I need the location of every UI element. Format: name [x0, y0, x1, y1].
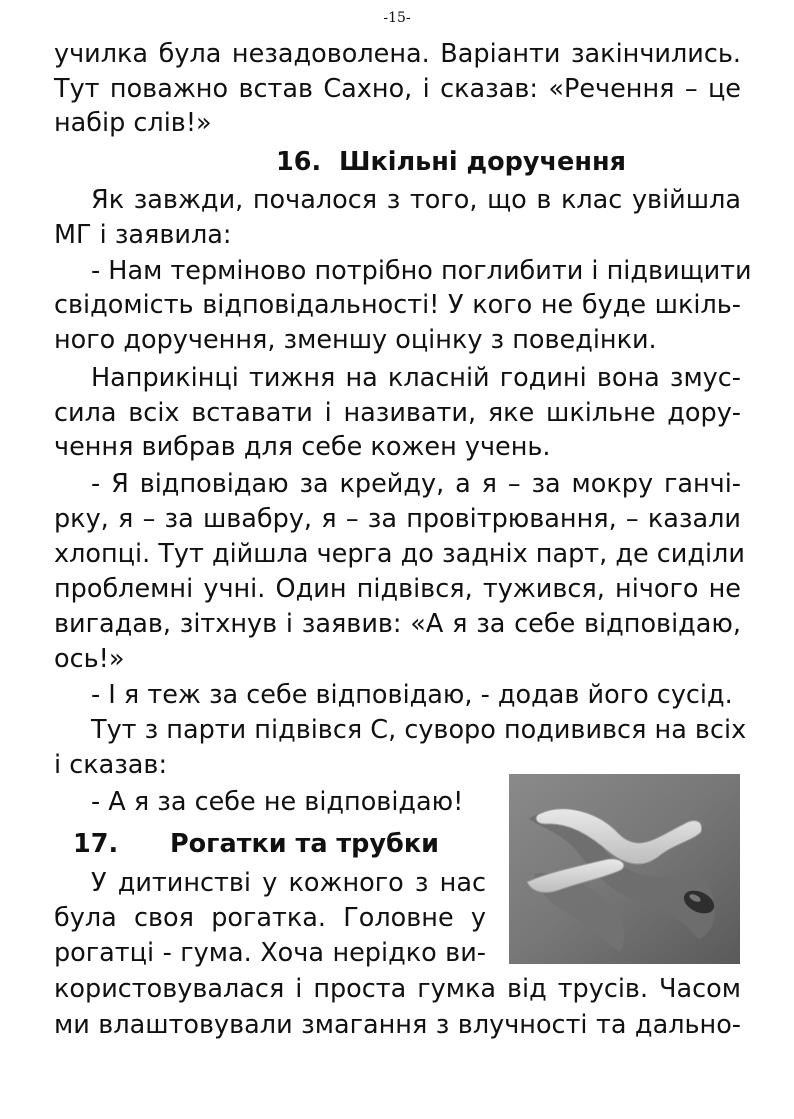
text-line: Як завжди, почалося з того, що в клас увійшла: [91, 185, 741, 215]
text-line: ось!»: [54, 644, 125, 674]
text-line: вигадав, зітхнув і заявив: «А я за себе відповідаю,: [54, 609, 741, 639]
text-line: і сказав:: [54, 750, 168, 780]
section-number: 17.: [73, 829, 119, 859]
text-line: Тут з парти підвівся С, суворо подивився на всіх: [91, 715, 747, 745]
section-heading-17: [73, 827, 439, 861]
text-line: У дитинстві у кожного з нас: [91, 868, 486, 898]
text-line: була своя рогатка. Головне у: [54, 903, 486, 933]
slingshot-photo: [509, 774, 740, 964]
text-line: чення вибрав для себе кожен учень.: [54, 432, 551, 462]
section-title: Рогатки та трубки: [169, 829, 440, 859]
text-line: хлопці. Тут дійшла черга до задніх парт, де сиділи: [54, 539, 745, 569]
text-line: училка була незадоволена. Варіанти закінчились.: [54, 39, 741, 69]
text-line: ми влаштовували змагання з влучності та дально-: [54, 1010, 741, 1040]
text-line: Тут поважно встав Сахно, і сказав: «Речення – це: [54, 74, 741, 104]
text-line: ного доручення, зменшу оцінку з поведінки.: [54, 325, 657, 355]
text-line: набір слів!»: [54, 108, 212, 138]
text-line: рку, я – за швабру, я – за провітрювання, – казали: [54, 504, 741, 534]
text-line: рогатці - гума. Хоча нерідко ви-: [54, 938, 486, 968]
text-line: - А я за себе не відповідаю!: [91, 787, 464, 817]
text-line: МГ і заявила:: [54, 220, 232, 250]
section-heading-16: [276, 145, 626, 179]
text-line: користовувалася і проста гумка від трусів. Часом: [54, 974, 741, 1004]
text-line: - Нам терміново потрібно поглибити і підвищити: [91, 256, 752, 286]
text-line: проблемні учні. Один підвівся, тужився, нічого не: [54, 574, 741, 604]
text-line: Наприкінці тижня на класній годині вона змус-: [91, 363, 741, 393]
text-line: - І я теж за себе відповідаю, - додав його сусід.: [91, 680, 733, 710]
text-line: сила всіх вставати і називати, яке шкільне дору-: [54, 398, 741, 428]
text-line: - Я відповідаю за крейду, а я – за мокру ганчі-: [91, 469, 741, 499]
section-number: 16.: [276, 147, 322, 177]
text-line: свідомість відповідальності! У кого не буде шкіль-: [54, 290, 741, 320]
page-number: -15-: [383, 10, 411, 26]
section-title: Шкільні доручення: [338, 147, 626, 177]
